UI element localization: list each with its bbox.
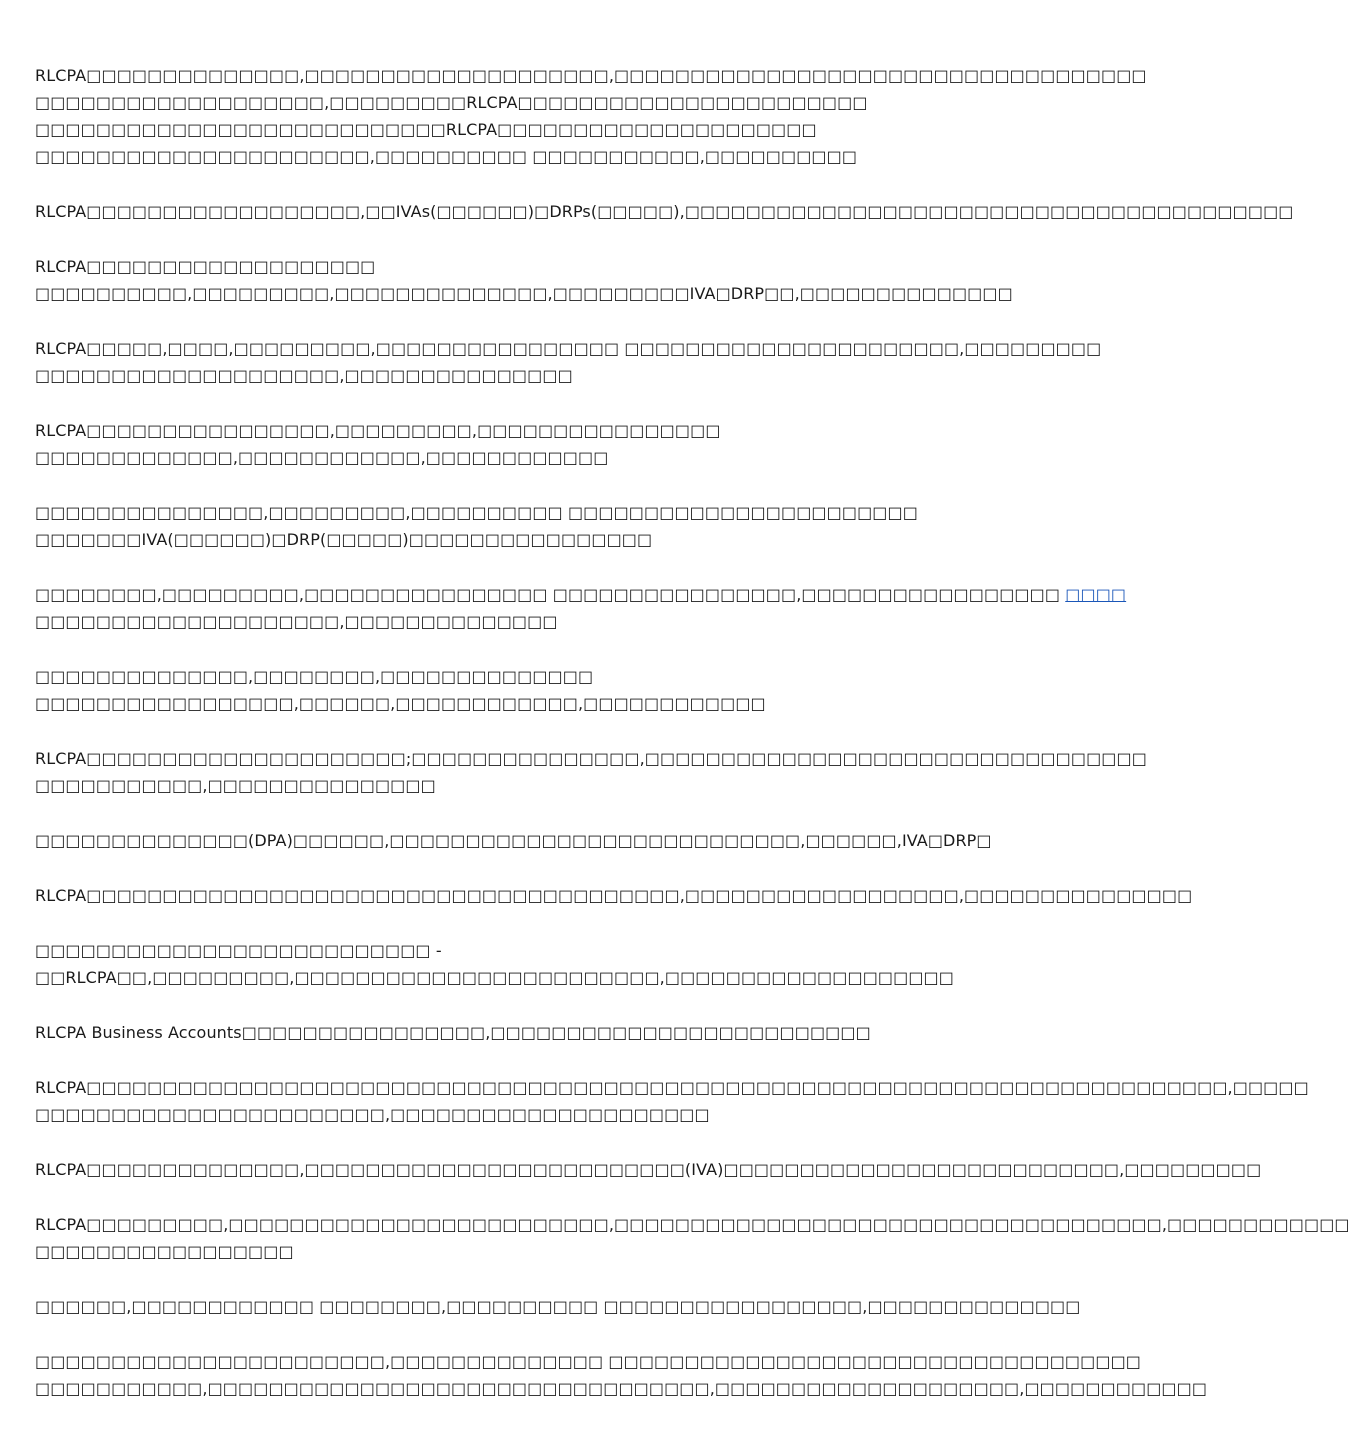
paragraph-10 [35, 827, 990, 854]
text-line: RLCPA□□□□□□□□□□□□□□□□□□□ [35, 257, 376, 276]
paragraph-17 [35, 1293, 1081, 1320]
paragraph-12 [35, 937, 990, 991]
paragraph-9 [35, 745, 1147, 799]
text-line: □□□□□□□□□□□□□□□□□□□□□□□,□□□□□□□□□□□□□□ □□□□□□□□□□□□□□□□□□□□□□□□□□□□□□□□□□□ [35, 1352, 1142, 1371]
text-line: □□□□□□□□□□□□□□□□□□□□,□□□□□□□□□□□□□□□ [35, 366, 573, 385]
text-line: □□□□□□□□□□□□□□□□□,□□□□□□,□□□□□□□□□□□□,□□□□□□□□□□□□ [35, 694, 766, 713]
paragraph-2 [35, 198, 1294, 225]
text-line: RLCPA Business Accounts□□□□□□□□□□□□□□□□,□□□□□□□□□□□□□□□□□□□□□□□□□ [35, 1023, 871, 1042]
text-line: □□□□□□□□□□□□□,□□□□□□□□□□□□,□□□□□□□□□□□□ [35, 448, 609, 467]
text-line: RLCPA□□□□□□□□□□□□□□,□□□□□□□□□□□□□□□□□□□□□□□□□(IVA)□□□□□□□□□□□□□□□□□□□□□□□□□□,□□□□□□□□□ [35, 1160, 1262, 1179]
paragraph-6 [35, 499, 990, 553]
inline-link[interactable]: □□□□ [1065, 585, 1127, 604]
paragraph-4 [35, 335, 1102, 389]
text-line: □□□□□□□□□□,□□□□□□□□□,□□□□□□□□□□□□□□,□□□□□□□□□IVA□DRP□□,□□□□□□□□□□□□□□ [35, 284, 1013, 303]
paragraph-3 [35, 253, 1013, 307]
paragraph-5 [35, 417, 990, 471]
text-line: □□□□□□□□□□□□□□(DPA)□□□□□□,□□□□□□□□□□□□□□□□□□□□□□□□□□□,□□□□□□,IVA□DRP□ [35, 831, 992, 850]
paragraph-8 [35, 663, 990, 717]
text-segment: □□□□□□□□,□□□□□□□□□,□□□□□□□□□□□□□□□□ □□□□□□□□□□□□□□□□,□□□□□□□□□□□□□□□□□ [35, 585, 1066, 604]
paragraph-15 [35, 1156, 1262, 1183]
text-line: RLCPA□□□□□□□□□□□□□□□□□□□□□;□□□□□□□□□□□□□□□,□□□□□□□□□□□□□□□□□□□□□□□□□□□□□□□□□ [35, 749, 1147, 768]
paragraph-16 [35, 1211, 1350, 1265]
paragraph-11 [35, 882, 1193, 909]
text-line: □□□□□□□□□□□□□□□□□□□□□□□□□□□RLCPA□□□□□□□□□□□□□□□□□□□□□ [35, 120, 817, 139]
text-line: RLCPA□□□□□□□□□□□□□□□□□□□□□□□□□□□□□□□□□□□□□□□□□□□□□□□□□□□□□□□□□□□□□□□□□□□□□□□□□□□,□□□□□ [35, 1078, 1309, 1097]
paragraph-18 [35, 1348, 1208, 1402]
paragraph-7 [35, 581, 1127, 635]
text-line: □□□□□□□IVA(□□□□□□)□DRP(□□□□□)□□□□□□□□□□□□□□□□ [35, 530, 653, 549]
text-line: RLCPA□□□□□□□□□□□□□□□□□□□□□□□□□□□□□□□□□□□□□□□,□□□□□□□□□□□□□□□□□□,□□□□□□□□□□□□□□□ [35, 886, 1193, 905]
text-line: RLCPA□□□□□□□□□,□□□□□□□□□□□□□□□□□□□□□□□□□,□□□□□□□□□□□□□□□□□□□□□□□□□□□□□□□□□□□□,□□□□□□□□□□□□ [35, 1215, 1350, 1234]
text-line: □□□□□□□□□□□□□□□□□□□□□□□□□□ - [35, 941, 442, 960]
text-line: RLCPA□□□□□□□□□□□□□□□□,□□□□□□□□□,□□□□□□□□□□□□□□□□ [35, 421, 721, 440]
text-line: □□□□□□□□□□□□□□□□□□□□□□,□□□□□□□□□□ □□□□□□□□□□□,□□□□□□□□□□ [35, 147, 858, 166]
text-line: □□□□□□□□□□□□□□□,□□□□□□□□□,□□□□□□□□□□ □□□□□□□□□□□□□□□□□□□□□□□ [35, 503, 918, 522]
document-body [35, 62, 1350, 1430]
text-line: □□□□□□□□□□□□□□□□□ [35, 1242, 294, 1261]
text-line: RLCPA□□□□□□□□□□□□□□□□□□,□□IVAs(□□□□□□)□DRPs(□□□□□),□□□□□□□□□□□□□□□□□□□□□□□□□□□□□□□□□□□□□□□□ [35, 202, 1294, 221]
text-line: □□RLCPA□□,□□□□□□□□□,□□□□□□□□□□□□□□□□□□□□□□□□,□□□□□□□□□□□□□□□□□□□ [35, 968, 954, 987]
text-line: RLCPA□□□□□,□□□□,□□□□□□□□□,□□□□□□□□□□□□□□□□ □□□□□□□□□□□□□□□□□□□□□□,□□□□□□□□□ [35, 339, 1102, 358]
text-line: □□□□□□□□□□□□□□□□□□□□,□□□□□□□□□□□□□□ [35, 612, 558, 631]
paragraph-1 [35, 62, 1147, 170]
text-line: □□□□□□□□□□□□□□□□□□□□□□□,□□□□□□□□□□□□□□□□□□□□□ [35, 1105, 710, 1124]
text-line-with-link [35, 581, 1127, 608]
text-line: □□□□□□,□□□□□□□□□□□□ □□□□□□□□,□□□□□□□□□□ □□□□□□□□□□□□□□□□□,□□□□□□□□□□□□□□ [35, 1297, 1081, 1316]
text-line: □□□□□□□□□□□□□□□□□□□,□□□□□□□□□RLCPA□□□□□□□□□□□□□□□□□□□□□□□ [35, 93, 868, 112]
paragraph-13 [35, 1019, 990, 1046]
text-line: □□□□□□□□□□□,□□□□□□□□□□□□□□□ [35, 776, 436, 795]
text-line: RLCPA□□□□□□□□□□□□□□,□□□□□□□□□□□□□□□□□□□□,□□□□□□□□□□□□□□□□□□□□□□□□□□□□□□□□□□□ [35, 66, 1147, 85]
text-line: □□□□□□□□□□□,□□□□□□□□□□□□□□□□□□□□□□□□□□□□□□□□□,□□□□□□□□□□□□□□□□□□□□,□□□□□□□□□□□□ [35, 1379, 1208, 1398]
text-line: □□□□□□□□□□□□□□,□□□□□□□□,□□□□□□□□□□□□□□ [35, 667, 594, 686]
paragraph-14 [35, 1074, 1309, 1128]
